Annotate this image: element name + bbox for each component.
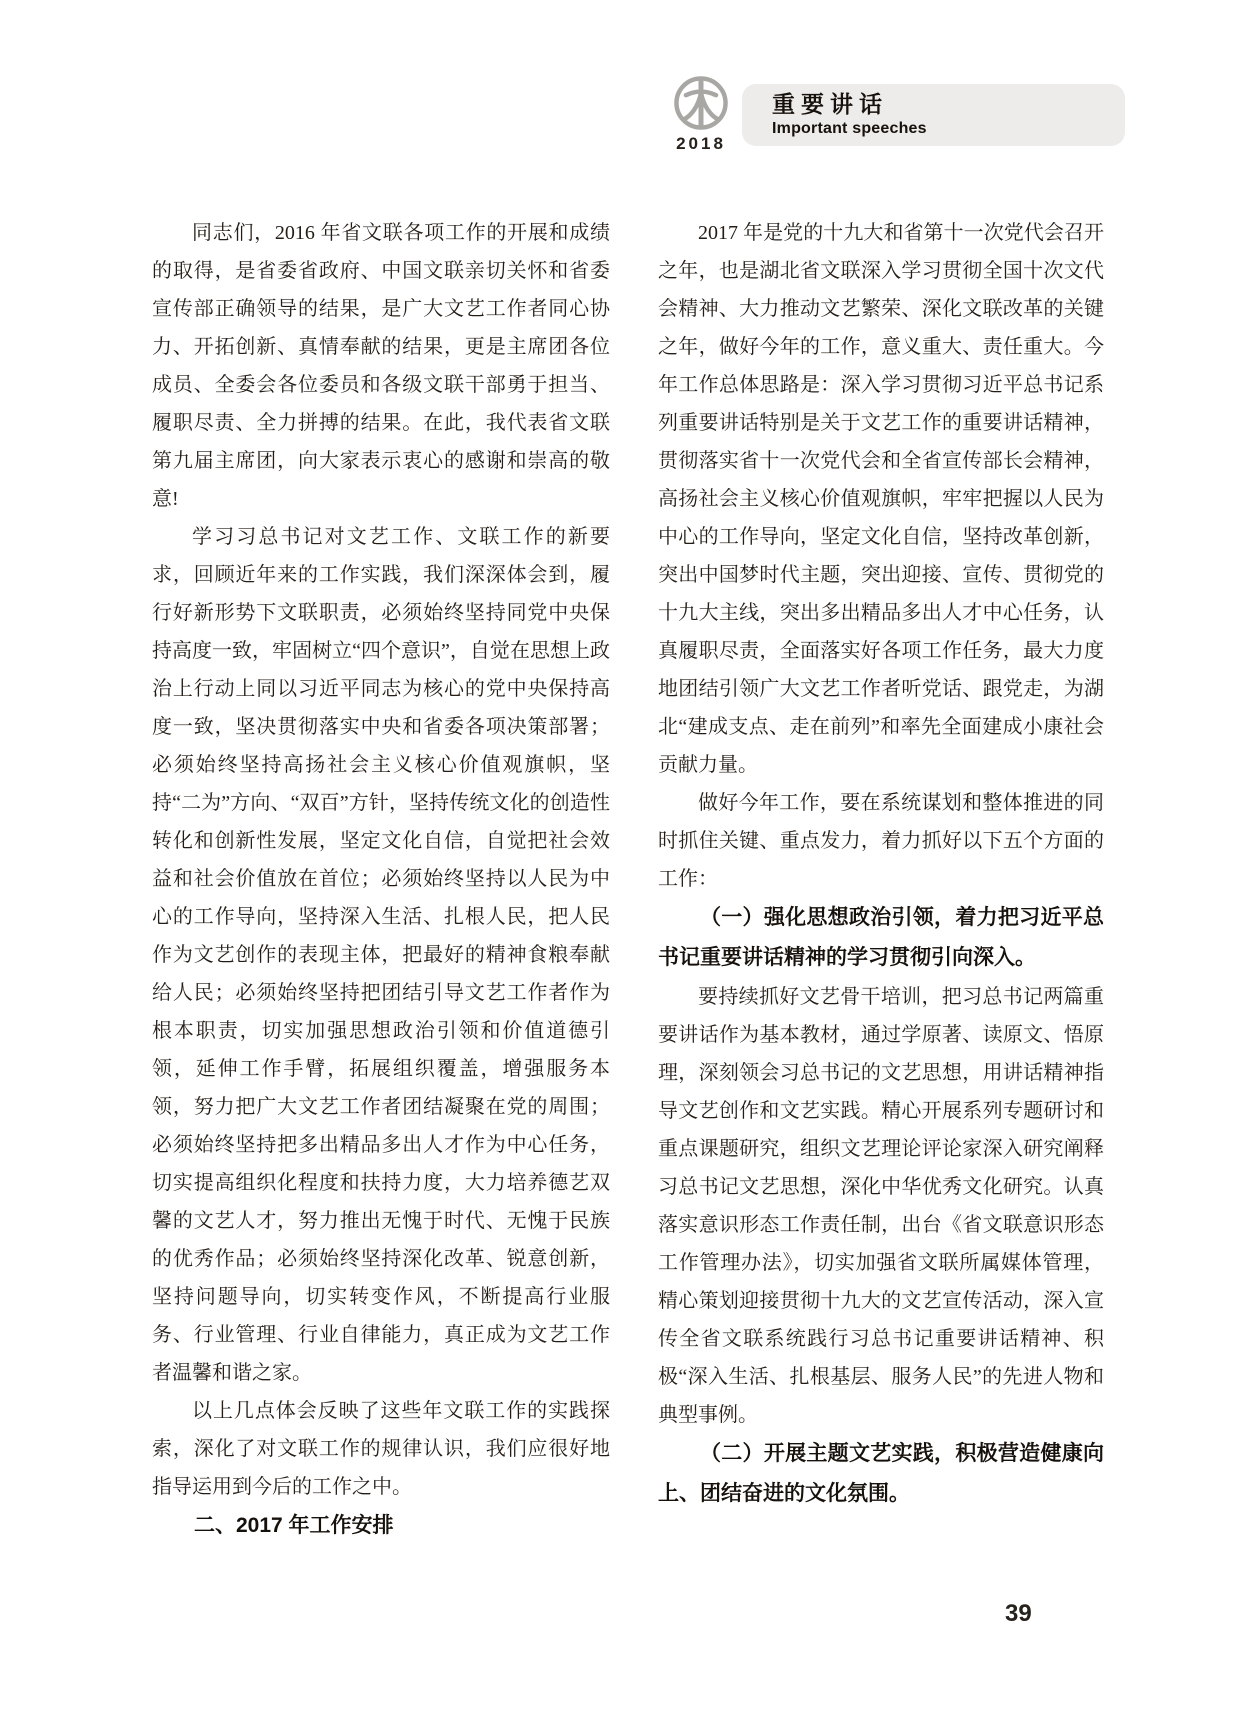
left-column: [152, 214, 610, 1546]
logo: [666, 74, 736, 154]
page-number: 39: [1005, 1600, 1032, 1627]
section-heading: 二、2017 年工作安排: [194, 1514, 394, 1537]
paragraph: 以上几点体会反映了这些年文联工作的实践探索，深化了对文联工作的规律认识，我们应很好地指导运用到今后的工作之中。: [152, 1400, 610, 1498]
section-heading: （二）开展主题文艺实践，积极营造健康向上、团结奋进的文化氛围。: [658, 1442, 1104, 1505]
wenlian-emblem-icon: [673, 74, 729, 132]
paragraph: 2017 年是党的十九大和省第十一次党代会召开之年，也是湖北省文联深入学习贯彻全国十次文代会精神、大力推动文艺繁荣、深化文联改革的关键之年，做好今年的工作，意义重大、责任重大。今年工作总体思路是：深入学习贯彻习近平总书记系列重要讲话特别是关于文艺工作的重要讲话精神，贯彻落实省十一次党代会和全省宣传部长会精神，高扬社会主义核心价值观旗帜，牢牢把握以人民为中心的工作导向，坚定文化自信，坚持改革创新，突出中国梦时代主题，突出迎接、宣传、贯彻党的十九大主线，突出多出精品多出人才中心任务，认真履职尽责，全面落实好各项工作任务，最大力度地团结引领广大文艺工作者听党话、跟党走，为湖北“建成支点、走在前列”和率先全面建成小康社会贡献力量。: [658, 222, 1104, 776]
paragraph: 要持续抓好文艺骨干培训，把习总书记两篇重要讲话作为基本教材，通过学原著、读原文、悟原理，深刻领会习总书记的文艺思想，用讲话精神指导文艺创作和文艺实践。精心开展系列专题研讨和重点课题研究，组织文艺理论评论家深入研究阐释习总书记文艺思想，深化中华优秀文化研究。认真落实意识形态工作责任制，出台《省文联意识形态工作管理办法》，切实加强省文联所属媒体管理，精心策划迎接贯彻十九大的文艺宣传活动，深入宣传全省文联系统践行习总书记重要讲话精神、积极“深入生活、扎根基层、服务人民”的先进人物和典型事例。: [658, 986, 1104, 1426]
paragraph: 学习习总书记对文艺工作、文联工作的新要求，回顾近年来的工作实践，我们深深体会到，履行好新形势下文联职责，必须始终坚持同党中央保持高度一致，牢固树立“四个意识”，自觉在思想上政治上行动上同以习近平同志为核心的党中央保持高度一致，坚决贯彻落实中央和省委各项决策部署；必须始终坚持高扬社会主义核心价值观旗帜，坚持“二为”方向、“双百”方针，坚持传统文化的创造性转化和创新性发展，坚定文化自信，自觉把社会效益和社会价值放在首位；必须始终坚持以人民为中心的工作导向，坚持深入生活、扎根人民，把人民作为文艺创作的表现主体，把最好的精神食粮奉献给人民；必须始终坚持把团结引导文艺工作者作为根本职责，切实加强思想政治引领和价值道德引领，延伸工作手臂，拓展组织覆盖，增强服务本领，努力把广大文艺工作者团结凝聚在党的周围；必须始终坚持把多出精品多出人才作为中心任务，切实提高组织化程度和扶持力度，大力培养德艺双馨的文艺人才，努力推出无愧于时代、无愧于民族的优秀作品；必须始终坚持深化改革、锐意创新，坚持问题导向，切实转变作风，不断提高行业服务、行业管理、行业自律能力，真正成为文艺工作者温馨和谐之家。: [152, 526, 610, 1384]
paragraph: 做好今年工作，要在系统谋划和整体推进的同时抓住关键、重点发力，着力抓好以下五个方面的工作：: [658, 792, 1104, 890]
section-banner: [742, 84, 1125, 146]
right-column: [658, 214, 1104, 1514]
paragraph: 同志们，2016 年省文联各项工作的开展和成绩的取得，是省委省政府、中国文联亲切关怀和省委宣传部正确领导的结果，是广大文艺工作者同心协力、开拓创新、真情奉献的结果，更是主席团各位成员、全委会各位委员和各级文联干部勇于担当、履职尽责、全力拼搏的结果。在此，我代表省文联第九届主席团，向大家表示衷心的感谢和崇高的敬意!: [152, 222, 610, 510]
section-heading: （一）强化思想政治引领，着力把习近平总书记重要讲话精神的学习贯彻引向深入。: [658, 906, 1104, 969]
logo-year: 2018: [676, 134, 726, 153]
section-title-cn: 重要讲话: [772, 91, 888, 117]
section-title-en: Important speeches: [772, 120, 927, 137]
